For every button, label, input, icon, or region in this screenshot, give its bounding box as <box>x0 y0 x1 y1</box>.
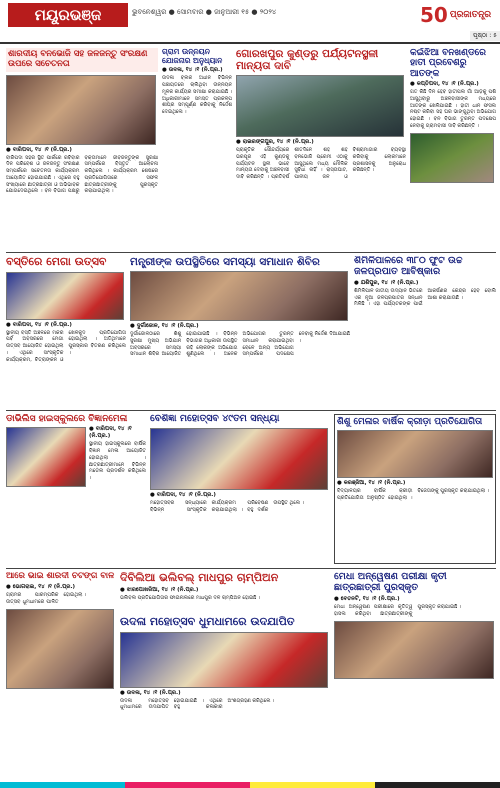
dateline: ● କପ୍ତିପଦା, ୧୪ ।୧ (ନି.ପ୍ର.) <box>410 81 479 88</box>
article-photo <box>6 272 124 320</box>
headline: ମେଧା ଅନ୍ୱେଷଣ ପରୀକ୍ଷା କୃତୀ ଛାତ୍ରଛାତ୍ରୀ ପୁରସ୍କୃତ <box>334 572 447 593</box>
article-body: ଶିମିଳିପାଳ ଜାତୀୟ ଉଦ୍ୟାନ ଭିତରେ ଏକ ନୂଆ ଜଳପ୍ରପାତର ସନ୍ଧାନ ମିଳିଛି । ଏହା ପର୍ଯ୍ୟଟକଙ୍କ ପାଇଁ ଆକର୍ଷଣର କେନ୍ଦ୍ର ହେବ ବୋଲି ଆଶା କରାଯାଉଛି । <box>354 287 496 308</box>
headline: ମନ୍ତ୍ରୀଙ୍କ ଉପସ୍ଥିତିରେ ସମସ୍ୟା ସମାଧାନ ଶିବିର <box>130 256 320 268</box>
section-title: ମୟୂରଭଞ୍ଜ <box>8 3 128 27</box>
article-photo <box>6 609 114 689</box>
dateline: ● ରାଇରଙ୍ଗପୁର, ୧୪ ।୧ (ନି.ପ୍ର.) <box>236 139 314 146</box>
section-divider <box>6 252 496 253</box>
headline: ଉଦଳା ମହୋତ୍ସବ ଧୁମଧାମରେ ଉଦଯାପିତ <box>120 616 295 628</box>
article-body: ପ୍ରାକୃତିକ ସୌନ୍ଦର୍ଯ୍ୟରେ ଭରପୂର ଏହି କୁଣ୍ଡକୁ ପର୍ଯ୍ୟଟନ ସ୍ଥଳୀ ଭାବେ ମାନ୍ୟତା ଦେବାକୁ ଅଞ୍ଚଳବାସୀ ଦାବି କରିଛନ୍ତି । ପ୍ରତିବର୍ଷ ଶୀତଦିନେ ଶହ ଶହ ବନଭୋଜି ପ୍ରେମୀ ଏଠାକୁ ଆସୁଥିଲେ ମଧ୍ୟ ମୌଳିକ ସୁବିଧା ନାହିଁ । ରାସ୍ତାଘାଟ, ପାନୀୟ ଜଳ ଓ ବିଶ୍ରାମାଗାର ବ୍ୟବସ୍ଥା କରିବାକୁ ଲୋକମାନେ ପ୍ରଶାସନକୁ ଅନୁରୋଧ କରିଛନ୍ତି । <box>236 147 406 181</box>
headline: ଶିଶୁ ମେଳାର ବାର୍ଷିକ କ୍ରୀଡ଼ା ପ୍ରତିଯୋଗିତା <box>337 417 483 427</box>
headline: ଡାଭିଲିସ ହାଇସ୍କୁଲରେ ବିଜ୍ଞାନମେଳା <box>6 414 128 424</box>
article-body: ବାରିପଦା ସହର ସ୍ଥିତ ପାର୍କରେ ରବିବାର ଦିନ ପରିବେଶ ଓ ଜଳଜନ୍ତୁ ସଂରକ୍ଷଣ ସମ୍ପର୍କରେ ସଚେତନତା କାର୍ଯ୍ୟକ୍ରମ ଆୟୋଜିତ ହୋଇଯାଇଛି । ଏଥିରେ ବହୁ ସଂଖ୍ୟାରେ ଛାତ୍ରଛାତ୍ରୀ ଓ ଅଭିଭାବକ ଯୋଗଦେଇଥିଲେ । ବନ ବିଭାଗ ପକ୍ଷରୁ ବକ୍ତାମାନେ ଜୀବଜନ୍ତୁଙ୍କ ସୁରକ୍ଷା ସମ୍ପର୍କରେ ବିସ୍ତୃତ ଆଲୋଚନା କରିଥିଲେ । କାର୍ଯ୍ୟକ୍ରମ ଶେଷରେ ପ୍ରତିଯୋଗିତାରେ ସଫଳ ଛାତ୍ରଛାତ୍ରୀଙ୍କୁ ପୁରସ୍କୃତ କରାଯାଇଥିଲା । <box>6 154 158 195</box>
dateline: ● ବାରିପଦା, ୧୪ ।୧ (ନି.ପ୍ର.) <box>6 321 72 328</box>
article-a2 <box>162 48 232 248</box>
article-body: ଗତ କିଛି ଦିନ ହେବ ହାତୀପଲ ଗାଁ ଆଡ଼କୁ ପଶି ଆସୁଥିବାରୁ ଅଞ୍ଚଳବାସୀଙ୍କ ମଧ୍ୟରେ ଆତଙ୍କ ଖେଳିଯାଇଛି । ହାତୀ ଧାନ ଫସଲ ନଷ୍ଟ କରିବା ସହ ଘର ଭାଙ୍ଗୁଥିବା ଅଭିଯୋଗ ହୋଇଛି । ବନ ବିଭାଗ ତୁରନ୍ତ ପଦକ୍ଷେପ ନେବାକୁ ଗ୍ରାମବାସୀ ଦାବି କରିଛନ୍ତି । <box>410 89 496 129</box>
dateline: ● ଉଦଳା, ୧୪ ।୧ (ନି.ପ୍ର.) <box>162 67 223 74</box>
article-a1 <box>6 48 158 248</box>
article-a9 <box>150 414 330 564</box>
headline: ବେଶିଜ୍ଞା ମହୋତ୍ସବ ୪୯ତମ ସନ୍ଧ୍ୟା <box>150 414 280 424</box>
article-body: ବିଦ୍ୟାଳୟର ବାର୍ଷିକ କ୍ରୀଡ଼ା ପ୍ରତିଯୋଗିତା ଅନୁଷ୍ଠିତ ହୋଇଥିଲା । ବିଜେତାଙ୍କୁ ପୁରସ୍କୃତ କରାଯାଇଥିଲା । <box>337 488 489 502</box>
article-photo <box>236 75 404 137</box>
dateline: ● ଝାରପୋଖରିଆ, ୧୪ ।୧ (ନି.ପ୍ର.) <box>120 586 199 593</box>
article-body: ସ୍ଥାନୀୟ ବସ୍ତି ଅଞ୍ଚଳରେ ମକର ପର୍ବ ଅବସରରେ ମେଗା ଉତ୍ସବ ଆୟୋଜିତ ହୋଇଥିଲା । ଏଥିରେ ସାଂସ୍କୃତିକ କାର୍ଯ୍ୟକ୍ରମ, ଚିତ୍ରାଙ୍କନ ଓ ଖେଳକୁଦ ପ୍ରତିଯୋଗିତା ହୋଇଥିଲା । ଅତିଥିମାନେ ପୁରସ୍କାର ବିତରଣ କରିଥିଲେ । <box>6 329 126 363</box>
dateline: ● ଦୁର୍ଗାଜୋଳ, ୧୪ ।୧ (ନି.ପ୍ର.) <box>130 323 199 330</box>
page-number: ପୃଷ୍ଠା : ୫ <box>470 31 500 41</box>
article-body: ଦୁର୍ଗାଜୋଳଠାରେ ଶିଶୁ ସୁରକ୍ଷା ମୁଖ୍ୟ ଅଭିଯାନ ଅବସରରେ ସମସ୍ୟା ସମାଧାନ ଶିବିର ଆୟୋଜିତ ହୋଇଯାଇଛି । ବିଭିନ୍ନ ବିଭାଗର ଅଧିକାରୀ ଉପସ୍ଥିତ ରହି ଲୋକଙ୍କ ଅଭିଯୋଗ ଶୁଣିଥିଲେ । ଅନେକ ଅଭିଯୋଗର ତୁରନ୍ତ ସମାଧାନ କରାଯାଇଥିବା ବେଳେ ଅନ୍ୟ ଅଭିଯୋଗ ସମ୍ପର୍କରେ ପଦକ୍ଷେପ ନେବାକୁ ନିର୍ଦ୍ଦେଶ ଦିଆଯାଇଛି । <box>130 331 350 358</box>
headline: ଗ୍ରାମ ଉନ୍ନୟନ ଯୋଜନାର ଅନୁଧ୍ୟାନ <box>162 48 223 65</box>
headline: ଦିବିଲିଆ ଭଲିବଲ୍ ମାଧପୁର ଚାମ୍ପିଅନ <box>120 572 279 584</box>
article-a14 <box>334 572 496 778</box>
headline: ଶିମିଳିପାଳରେ ୩୮୦ ଫୁଟ ଉଚ୍ଚ ଜଳପ୍ରପାତ ଆବିଷ୍କାର <box>354 256 463 277</box>
dateline: ● ବାରିପଦା, ୧୪ ।୧ (ନି.ପ୍ର.) <box>89 426 132 440</box>
article-a6 <box>130 256 350 406</box>
article-photo <box>6 427 86 487</box>
section-divider <box>6 410 496 411</box>
dateline: ● ବେତନଟି, ୧୪ ।୧ (ନି.ପ୍ର.) <box>334 595 400 602</box>
dateline: ● ଉଦଳା, ୧୪ ।୧ (ନି.ପ୍ର.) <box>120 689 181 696</box>
article-photo <box>337 430 493 478</box>
article-photo <box>410 133 494 183</box>
article-photo <box>6 75 156 145</box>
brand-name: ପ୍ରଜାତନ୍ତ୍ର <box>449 10 492 20</box>
article-photo <box>130 271 348 321</box>
article-body: ସ୍ଥାନୀୟ ହାଇସ୍କୁଲରେ ବାର୍ଷିକ ବିଜ୍ଞାନ ମେଳା ଆୟୋଜିତ ହୋଇଥିଲା । ଛାତ୍ରଛାତ୍ରୀମାନେ ବିଭିନ୍ନ ମଡେଲ ପ୍ରଦର୍ଶନ କରିଥିଲେ । <box>89 441 146 482</box>
dateline: ● ଯଶିପୁର, ୧୪ ।୧ (ନି.ପ୍ର.) <box>354 279 419 286</box>
dateline: ● କରଞ୍ଜିଆ, ୧୪ ।୧ (ନି.ପ୍ର.) <box>337 480 406 487</box>
headline: ଆରେ ଭାଇ ଶାରଦୀ ଚିଟିଙ୍ଗ ବାଳି <box>6 572 115 581</box>
section-divider <box>6 568 496 569</box>
dateline: ● ବାରିପଦା, ୧୪ ।୧ (ନି.ପ୍ର.) <box>150 491 216 498</box>
print-color-bar <box>0 782 500 788</box>
headline: କଇଁଝିଆ ବନଖଣ୍ଡରେ ହାତୀ ପ୍ରବେଶରୁ ଆତଙ୍କ <box>410 48 486 79</box>
article-a4 <box>410 48 496 248</box>
date-line: ଭୁବନେଶ୍ୱର ● ସୋମବାର ● ଜାନୁଆରୀ ୧୫ ● ୨୦୨୪ <box>132 8 277 16</box>
article-a7 <box>354 256 496 406</box>
article-a10 <box>334 414 496 564</box>
article-a12 <box>120 572 330 612</box>
article-body: ମହୋତ୍ସବର ସନ୍ଧ୍ୟାରେ ବିଭିନ୍ନ ସାଂସ୍କୃତିକ କାର୍ଯ୍ୟକ୍ରମ ପରିବେଷଣ କରାଯାଇଥିଲା । ବହୁ ଦର୍ଶକ ଉପସ୍ଥିତ ଥିଲେ । <box>150 499 304 513</box>
article-a11 <box>6 572 116 778</box>
headline: ବସ୍ତିରେ ମେଗା ଉତ୍ସବ <box>6 256 107 268</box>
article-photo <box>150 428 328 490</box>
article-a13 <box>120 616 330 778</box>
headline: ଗୋରଖପୁର କୁଣ୍ଡରୁ ପର୍ଯ୍ୟଟନସ୍ଥଳୀ ମାନ୍ୟତା ଦାବି <box>236 48 379 73</box>
article-a8 <box>6 414 146 564</box>
dateline: ● ବାରିପଦା, ୧୪ ।୧ (ନି.ପ୍ର.) <box>6 146 72 153</box>
newspaper-logo <box>420 2 500 28</box>
article-body: ଉଦଳା ବ୍ଲକ ଅଧୀନ ବିଭିନ୍ନ ପଞ୍ଚାୟତରେ ଚାଲିଥିବା ଉନ୍ନୟନ ମୂଳକ କାର୍ଯ୍ୟର ସମୀକ୍ଷା କରାଯାଇଛି । ଅଧିକାରୀମାନେ ସମସ୍ତ ପ୍ରକଳ୍ପ ଶୀଘ୍ର ସମ୍ପୂର୍ଣ୍ଣ କରିବାକୁ ନିର୍ଦ୍ଦେଶ ଦେଇଥିଲେ । <box>162 75 232 115</box>
anniversary-number: 50 <box>420 3 448 27</box>
article-photo <box>120 632 328 688</box>
headline: ଶାରଦୀୟ ବନଭୋଜି ସହ ଜଳଜନ୍ତୁ ସଂରକ୍ଷଣ ଉପରେ ସଚେତନତା <box>6 48 158 72</box>
article-a3 <box>236 48 406 248</box>
article-a5 <box>6 256 126 406</box>
dateline: ● ଭୋଗରାଇ, ୧୪ ।୧ (ନି.ପ୍ର.) <box>6 583 76 590</box>
article-body: ଗ୍ରାମର ପାରମ୍ପରିକ ଉତ୍ସବ ଧୁମଧାମରେ ପାଳିତ ହୋଇଥିଲା । <box>6 591 87 605</box>
article-photo <box>334 621 494 679</box>
article-body: ଭଲିବଲ ପ୍ରତିଯୋଗିତାର ଫାଇନାଲରେ ମାଧପୁର ଦଳ ଚାମ୍ପିଅନ ହୋଇଛି । <box>120 594 261 601</box>
article-body: ମେଧା ଅନ୍ୱେଷଣ ପରୀକ୍ଷାରେ କୃତିତ୍ୱ ହାସଲ କରିଥିବା ଛାତ୍ରଛାତ୍ରୀଙ୍କୁ ପୁରସ୍କୃତ କରାଯାଇଛି । <box>334 603 462 617</box>
masthead <box>0 0 500 44</box>
article-body: ଉଦଳା ମହୋତ୍ସବ ଧୁମଧାମରେ ଉଦଯାପିତ ହୋଇଯାଇଛି । ଏଥିରେ ବହୁ କଳାକାର ଅଂଶଗ୍ରହଣ କରିଥିଲେ । <box>120 697 275 711</box>
